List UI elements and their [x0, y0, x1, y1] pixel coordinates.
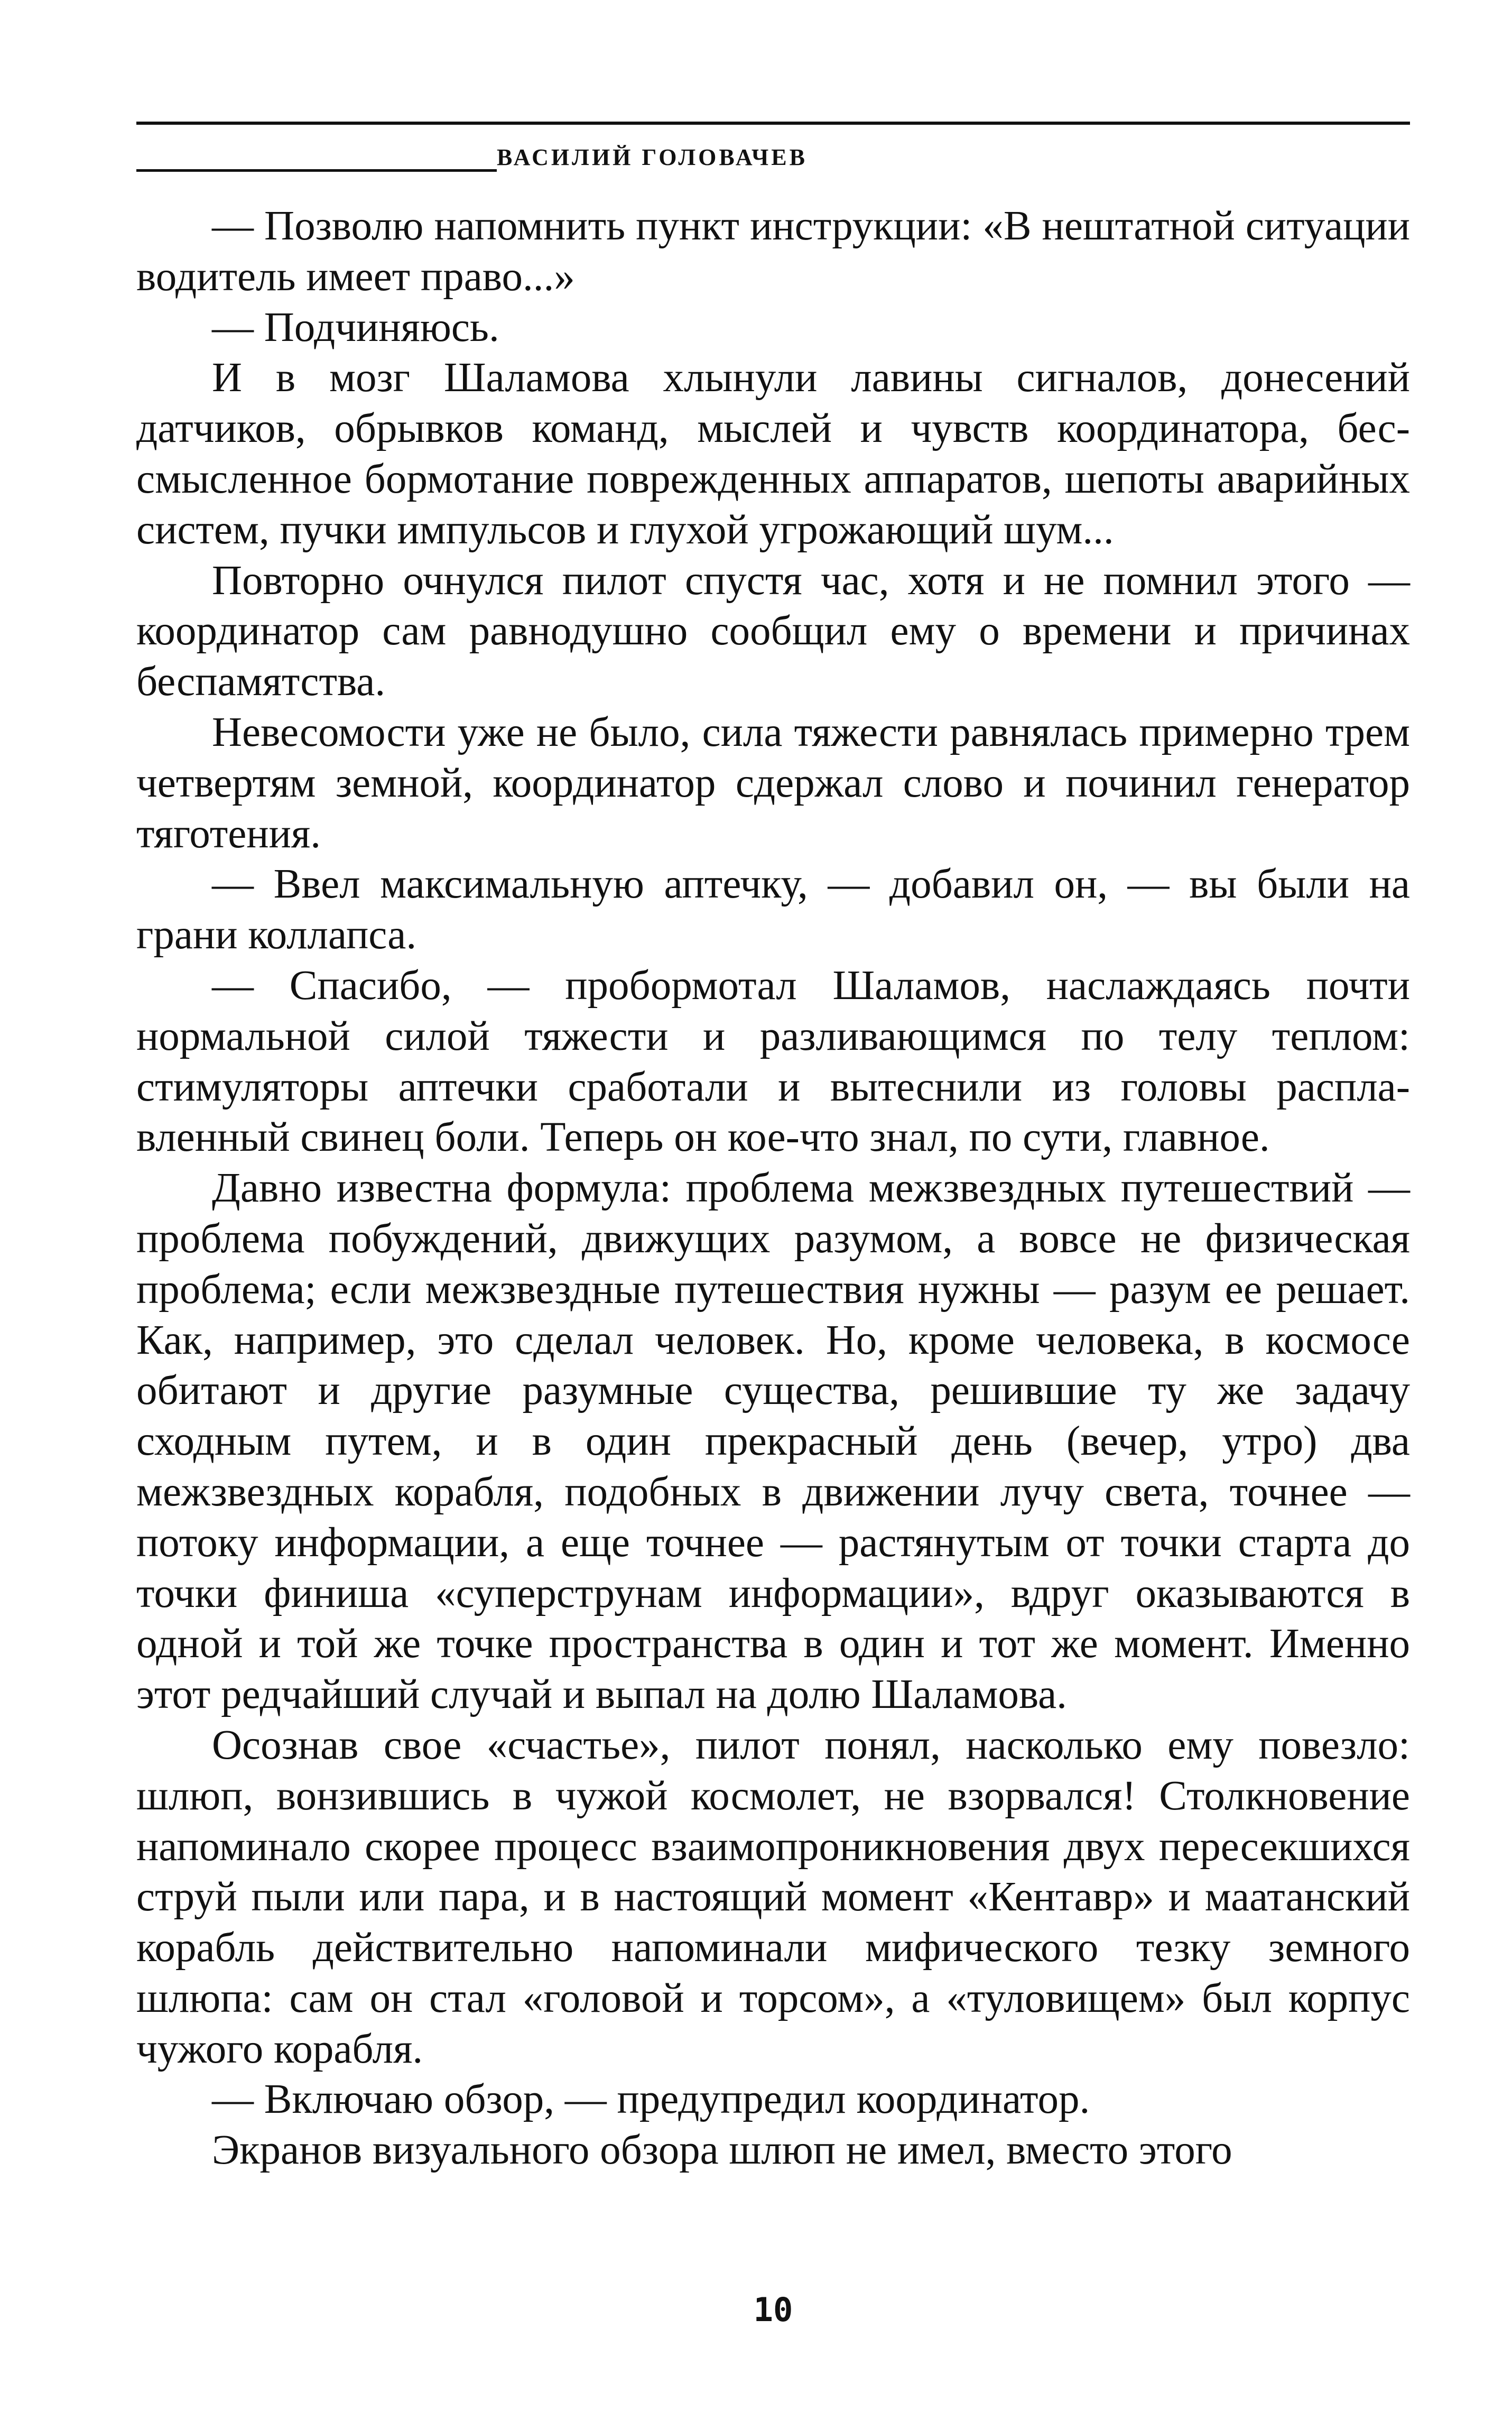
header-rule: [136, 122, 1410, 125]
paragraph: Экранов визуального обзора шлюп не имел, вместо этого: [212, 2127, 1232, 2174]
paragraph: Невесомости уже не было, сила тяжести равнялась примерно трем четвертям земной, координатор сдержал слово и починил генератор тяготения.: [136, 709, 1410, 857]
running-header: [136, 142, 1410, 173]
paragraph: Осознав свое «счастье», пилот понял, насколько ему повезло: шлюп, вонзившись в чужой космолет, не взорвался! Столкновение напоминало скорее процесс взаимопроникновения двух пересекшихся струй пыли или пара, и в настоящий момент «Кентавр» и маатанский корабль действительно напоминали мифического тезку земного шлюпа: сам он стал «головой и торсом», а «туловищем» был корпус чужого корабля.: [136, 1722, 1410, 2072]
paragraph: — Включаю обзор, — предупредил координатор.: [212, 2076, 1090, 2123]
paragraph: Повторно очнулся пилот спустя час, хотя и не помнил этого — координатор сам равнодушно сообщил ему о времени и причинах беспамятства.: [136, 557, 1410, 705]
paragraph: — Подчиняюсь.: [212, 304, 499, 350]
paragraph: — Спасибо, — пробормотал Шаламов, наслаждаясь почти нормальной силой тяжести и разливающимся по телу теплом: стимуляторы аптечки сработали и вытеснили из головы расплавленный свинец боли. Теперь он кое-что знал, по сути, главное.: [136, 962, 1410, 1161]
paragraph: Давно известна формула: проблема межзвездных путешествий — проблема побуждений, движущих разумом, а вовсе не физическая проблема; если межзвездные путешествия нужны — разум ее решает. Как, например, это сделал человек. Но, кроме человека, в космосе обитают и другие разумные существа, решившие ту же задачу сходным путем, и в один прекрасный день (вечер, утро) два межзвездных корабля, подобных в движении лучу света, точнее — потоку информации, а еще точнее — растянутым от точки старта до точки финиша «суперструнам информации», вдруг оказываются в одной и той же точке пространства в один и тот же момент. Именно этот редчайший случай и выпал на долю Шаламова.: [136, 1165, 1410, 1718]
body-text: [136, 201, 1410, 2176]
book-page: [136, 122, 1410, 2373]
paragraph: — Позволю напомнить пункт инструкции: «В нештатной ситуации водитель имеет право...»: [136, 203, 1410, 300]
paragraph: — Ввел максимальную аптечку, — добавил он, — вы были на грани коллапса.: [136, 861, 1410, 958]
header-underline: [136, 169, 497, 172]
page-number: 10: [753, 2290, 793, 2329]
paragraph: И в мозг Шаламова хлынули лавины сигналов, донесений датчиков, обрывков команд, мыслей и чувств координатора, бессмысленное бормотание поврежденных аппаратов, шепоты аварийных систем, пучки импульсов и глухой угрожающий шум...: [136, 355, 1410, 553]
author-name: ВАСИЛИЙ ГОЛОВАЧЕВ: [497, 144, 808, 170]
